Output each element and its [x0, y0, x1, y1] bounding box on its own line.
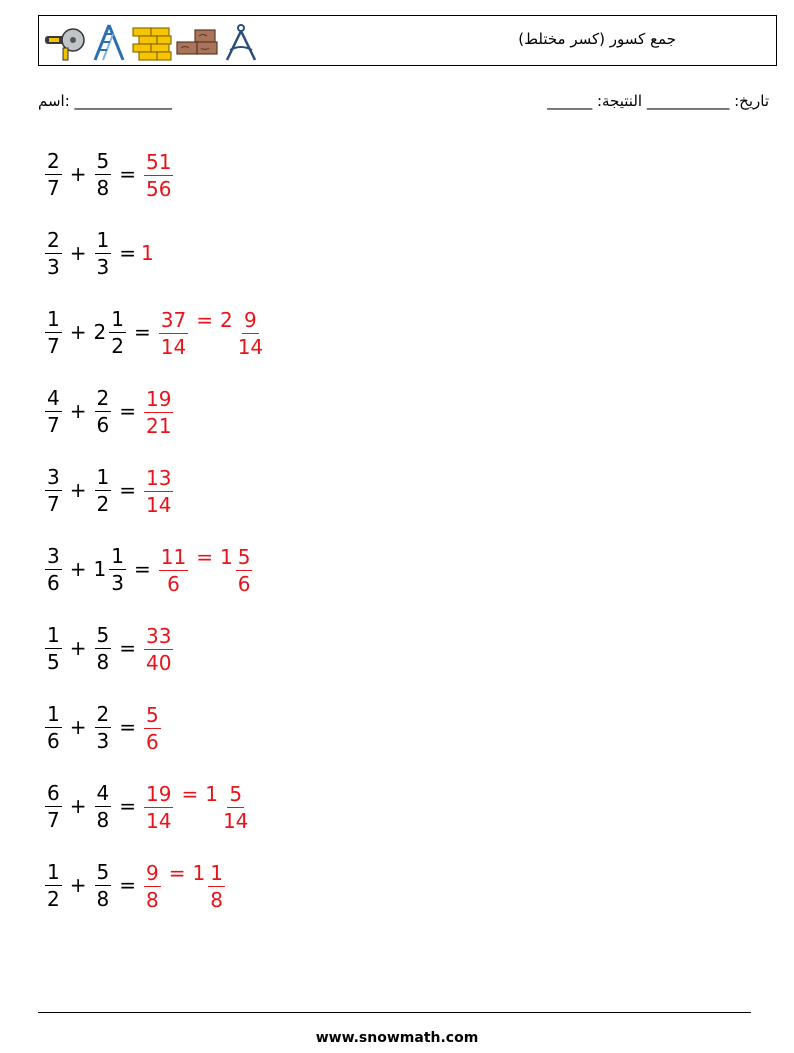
denominator: 3 [96, 254, 110, 279]
denominator: 7 [47, 175, 60, 200]
addend-b-fraction [95, 385, 112, 437]
problem-row [42, 142, 176, 206]
equals-sign: = [119, 873, 136, 897]
addend-a-fraction [45, 227, 62, 279]
compass-icon [221, 22, 261, 62]
problem-row [42, 221, 154, 285]
answer [156, 308, 268, 357]
plus-sign: + [69, 241, 87, 265]
problem-row [42, 379, 176, 443]
denominator: 40 [146, 650, 172, 675]
answer-fraction [144, 860, 161, 912]
answer [141, 782, 253, 831]
answer [141, 703, 164, 752]
denominator: 8 [96, 175, 110, 200]
date-score-label: ______ :تاريخ: ___________ النتيجة [547, 92, 769, 110]
numerator: 5 [237, 544, 251, 569]
answer-integer: 1 [141, 241, 154, 265]
addend-b-fraction [109, 543, 126, 595]
addend-b-fraction [95, 227, 112, 279]
equals-sign: = [119, 794, 136, 818]
numerator: 1 [47, 622, 60, 647]
answer-fraction [159, 544, 188, 596]
mixed-fraction [236, 544, 253, 596]
answer [141, 387, 176, 436]
numerator: 1 [96, 227, 110, 252]
denominator: 2 [47, 886, 60, 911]
equals-sign: = [119, 636, 136, 660]
problem-row [42, 695, 164, 759]
numerator: 1 [47, 859, 60, 884]
denominator: 21 [146, 413, 172, 438]
denominator: 2 [96, 491, 110, 516]
equals-sign: = [181, 781, 199, 806]
numerator: 1 [96, 464, 110, 489]
mixed-fraction [208, 860, 225, 912]
mixed-whole: 1 [205, 781, 218, 806]
addend-b-fraction [95, 780, 112, 832]
equals-sign: = [119, 162, 136, 186]
numerator: 5 [96, 859, 110, 884]
answer [141, 861, 228, 910]
numerator: 11 [160, 544, 187, 569]
addend-a-fraction [45, 306, 62, 358]
answer [156, 545, 256, 594]
equals-sign: = [119, 715, 136, 739]
numerator: 4 [96, 780, 110, 805]
plus-sign: + [69, 715, 87, 739]
denominator: 14 [146, 492, 172, 517]
numerator: 5 [229, 781, 243, 806]
equals-sign: = [168, 860, 186, 885]
mixed-fraction [236, 307, 265, 359]
numerator: 5 [96, 622, 110, 647]
numerator: 2 [96, 701, 110, 726]
denominator: 8 [210, 887, 223, 912]
addend-a-fraction [45, 148, 62, 200]
numerator: 51 [146, 149, 172, 174]
numerator: 5 [96, 148, 110, 173]
plus-sign: + [69, 478, 87, 502]
addend-a-fraction [45, 780, 62, 832]
denominator: 3 [47, 254, 60, 279]
denominator: 14 [160, 334, 187, 359]
equals-sign: = [133, 557, 151, 581]
addend-b-whole: 1 [93, 557, 107, 581]
equals-sign: = [196, 307, 213, 332]
numerator: 1 [210, 860, 223, 885]
answer-fraction [144, 702, 161, 754]
answer [141, 241, 154, 265]
addend-b-fraction [95, 464, 112, 516]
plus-sign: + [69, 636, 87, 660]
numerator: 6 [47, 780, 60, 805]
ladder-icon [89, 22, 129, 62]
mixed-whole: 1 [219, 544, 233, 569]
numerator: 2 [47, 148, 60, 173]
problem-row [42, 458, 176, 522]
numerator: 19 [146, 781, 172, 806]
denominator: 6 [47, 728, 60, 753]
problem-row [42, 537, 255, 601]
equals-sign: = [119, 241, 136, 265]
denominator: 3 [111, 570, 124, 595]
addend-b-fraction [109, 306, 126, 358]
mixed-whole: 2 [219, 307, 233, 332]
denominator: 7 [47, 491, 60, 516]
name-field-label: اسم: _____________ [38, 92, 173, 110]
plus-sign: + [69, 557, 87, 581]
addend-a-fraction [45, 622, 62, 674]
addend-a-fraction [45, 859, 62, 911]
denominator: 14 [237, 334, 264, 359]
addend-a-fraction [45, 701, 62, 753]
equals-sign: = [119, 478, 136, 502]
denominator: 7 [47, 412, 60, 437]
addend-b-fraction [95, 701, 112, 753]
denominator: 8 [96, 649, 110, 674]
denominator: 6 [167, 571, 180, 596]
numerator: 9 [146, 860, 159, 885]
denominator: 6 [237, 571, 251, 596]
equals-sign: = [119, 399, 136, 423]
problem-row [42, 616, 176, 680]
numerator: 1 [111, 306, 124, 331]
numerator: 19 [146, 386, 172, 411]
answer [141, 624, 176, 673]
plus-sign: + [69, 873, 87, 897]
problem-row [42, 300, 268, 364]
denominator: 3 [96, 728, 110, 753]
problem-row [42, 853, 228, 917]
addend-b-fraction [95, 148, 112, 200]
answer-fraction [144, 386, 173, 438]
denominator: 2 [111, 333, 124, 358]
footer-divider [38, 1012, 751, 1013]
answer-fraction [144, 623, 173, 675]
denominator: 8 [96, 807, 110, 832]
mixed-fraction [221, 781, 250, 833]
denominator: 56 [146, 176, 172, 201]
numerator: 3 [47, 464, 60, 489]
answer-fraction [144, 781, 173, 833]
yellow-bricks-icon [131, 22, 173, 62]
denominator: 14 [222, 808, 249, 833]
denominator: 6 [146, 729, 159, 754]
denominator: 6 [47, 570, 60, 595]
numerator: 33 [146, 623, 172, 648]
plus-sign: + [69, 794, 87, 818]
mixed-whole: 1 [192, 860, 206, 885]
denominator: 8 [96, 886, 110, 911]
numerator: 5 [146, 702, 159, 727]
numerator: 1 [47, 701, 60, 726]
addend-b-whole: 2 [93, 320, 107, 344]
denominator: 6 [96, 412, 110, 437]
plus-sign: + [69, 162, 87, 186]
addend-a-fraction [45, 543, 62, 595]
wood-planks-icon [175, 22, 219, 62]
denominator: 8 [146, 887, 159, 912]
denominator: 7 [47, 807, 60, 832]
worksheet-title: جمع كسور (كسر مختلط) [518, 30, 676, 48]
addend-a-fraction [45, 385, 62, 437]
numerator: 13 [146, 465, 172, 490]
denominator: 14 [146, 808, 172, 833]
numerator: 4 [47, 385, 60, 410]
denominator: 7 [47, 333, 60, 358]
answer-fraction [144, 149, 173, 201]
footer-site: www.snowmath.com [315, 1030, 479, 1046]
addend-b-fraction [95, 622, 112, 674]
header-icons [43, 21, 261, 63]
numerator: 37 [160, 307, 187, 332]
answer [141, 150, 176, 199]
numerator: 3 [47, 543, 60, 568]
numerator: 9 [244, 307, 257, 332]
equals-sign: = [196, 544, 213, 569]
addend-a-fraction [45, 464, 62, 516]
angle-grinder-icon [43, 22, 87, 62]
numerator: 1 [111, 543, 124, 568]
plus-sign: + [69, 320, 87, 344]
numerator: 2 [96, 385, 110, 410]
problem-row [42, 774, 253, 838]
plus-sign: + [69, 399, 87, 423]
answer-fraction [159, 307, 188, 359]
header-box [38, 15, 777, 66]
equals-sign: = [133, 320, 151, 344]
answer-fraction [144, 465, 173, 517]
numerator: 1 [47, 306, 60, 331]
denominator: 5 [47, 649, 60, 674]
numerator: 2 [47, 227, 60, 252]
answer [141, 466, 176, 515]
addend-b-fraction [95, 859, 112, 911]
